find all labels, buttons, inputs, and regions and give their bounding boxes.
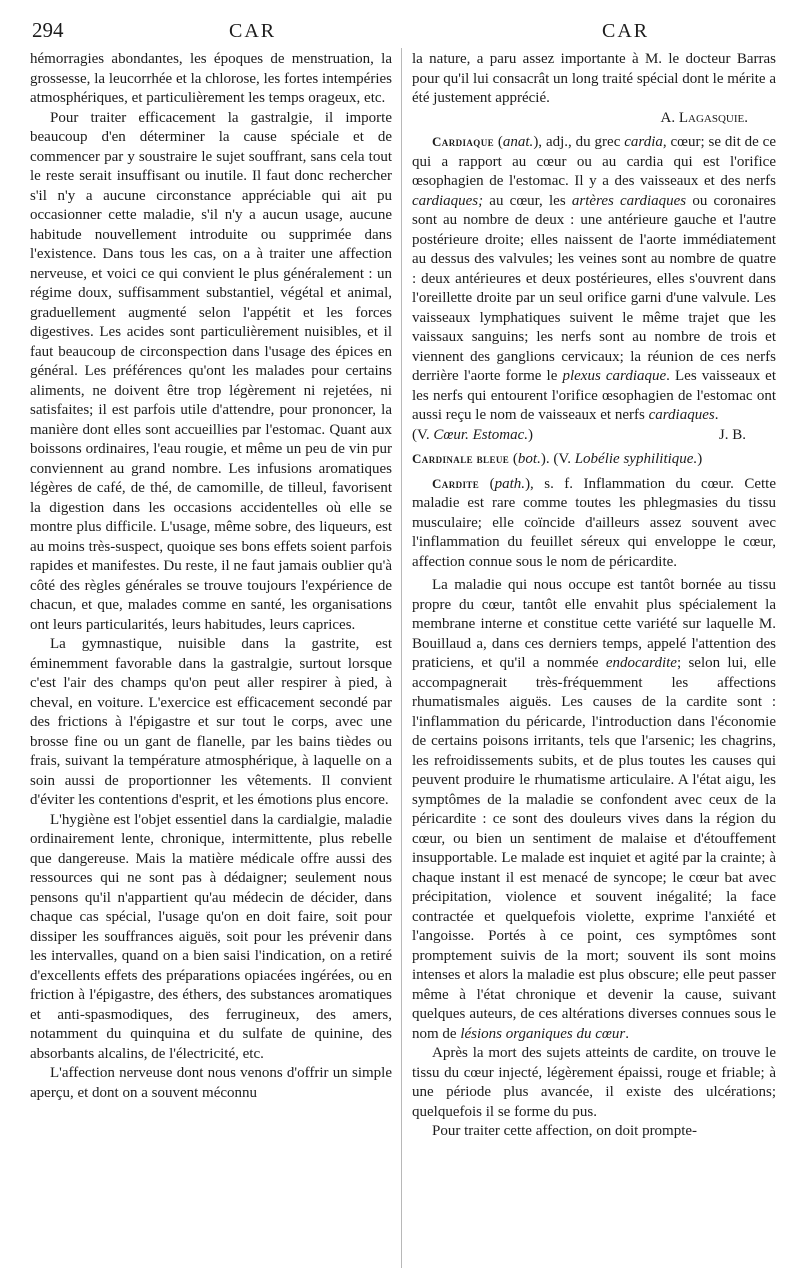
column-divider (401, 48, 402, 1268)
entry-italic: plexus cardiaque (562, 368, 667, 384)
entry-text: au cœur, les (483, 192, 572, 209)
entry-text: ). (V. (540, 451, 575, 467)
entry-italic: cardiaques; (412, 192, 484, 209)
paragraph-italic: lésions organiques du cœur (460, 1025, 626, 1042)
reference-text: (V. (412, 426, 434, 443)
entry-italic: Lobélie syphilitique. (574, 451, 698, 467)
running-head-left: CAR (229, 20, 277, 42)
entry-cardinale-bleue (412, 449, 776, 470)
entry-text: ), s. f. Inflammation du cœur. Cette maladie est rare comme toutes les phlegmasies du tissu musculaire; elle coïncide d'ailleurs assez souvent avec l'inflammation du feuillet séreux qui enveloppe le cœur, affection connue sous le nom de péricardite. (412, 475, 776, 570)
entry-term: Cardiaque (432, 134, 494, 149)
entry-italic: cardia (624, 134, 663, 150)
entry-cardiaque-reference (412, 426, 776, 446)
entry-cardite (412, 474, 776, 573)
entry-text: . (714, 407, 719, 423)
entry-italic: bot. (517, 451, 541, 467)
paragraph-gastralgie-causes: hémorragies abondantes, les époques de menstruation, la grossesse, la leucorrhée et la chlorose, les fortes intempéries atmosphériques, et particulièrement les temps orageux, etc. (30, 51, 392, 106)
right-column (412, 50, 776, 1142)
author-signature (412, 109, 776, 129)
entry-text: ( (494, 134, 503, 150)
entry-text: . Les vaisseaux et les nerfs qui entourent l'orifice œsophagien de l'estomac ont aussi reçu le nom de vaisseaux et nerfs (412, 368, 776, 423)
paragraph-cardite-autopsie: Après la mort des sujets atteints de cardite, on trouve le tissu du cœur injecté, légèrement épaissi, rouge et friable; à une période plus avancée, il existe des ulcérations; quelquefois il se forme du pus. (412, 1045, 776, 1120)
entry-italic: path. (494, 475, 526, 492)
running-head-right: CAR (602, 20, 650, 42)
paragraph-text: La maladie qui nous occupe est tantôt bornée au tissu propre du cœur, tantôt elle envahit plus spécialement la membrane interne et constitue cette variété sur laquelle M. Bouillaud a, dans ces derniers temps, appelé l'attention des praticiens, et qu'il a nommée (412, 577, 776, 671)
cross-reference (412, 426, 563, 446)
paragraph-cardite-symptomes (412, 576, 776, 1044)
entry-italic: cardiaques (648, 407, 715, 423)
reference-text: ) (528, 426, 533, 443)
entry-term: Cardinale bleue (412, 451, 510, 466)
entry-italic: anat. (502, 134, 534, 150)
entry-text: ) (697, 451, 703, 467)
entry-text: ou coronaires sont au nombre de deux : une antérieure gauche et l'autre postérieure droite; elles naissent de l'aorte immédiatement au dessus des valvules; les veines sont au nombre de quatre : deux antérieures et deux postérieures, elles s'ouvrent dans l'oreillette droite par un seul orifice garni d'une valvule. Les vaisseaux lymphatiques suivent le même trajet que les vaissaux sanguins; les nerfs sont au nombre de trois et viennent des ganglions cervicaux; la réunion de ces nerfs derrière l'aorte forme le (412, 192, 776, 384)
entry-text: ), adj., du grec (533, 134, 625, 150)
entry-cardiaque (412, 132, 776, 426)
paragraph-gymnastique: La gymnastique, nuisible dans la gastrite, est éminemment favorable dans la gastralgie, surtout lorsque c'est l'air des champs qu'on peut aller respirer à pied, à cheval, en voiture. L'exercice est efficacement secondé par des frictions à l'épigastre et sur tout le corps, avec une brosse fine ou un gant de flanelle, par les bains tièdes ou frais, suivant la température atmosphérique, à laquelle on a soin aussi de proportionner les vêtements. Il convient d'éviter les contentions d'esprit, et les émotions plus encore. (30, 636, 392, 808)
paragraph-hygiene-cardialgie: L'hygiène est l'objet essentiel dans la cardialgie, maladie ordinairement lente, chronique, intermittente, plus rebelle que dangereuse. Mais la matière médicale offre aussi des ressources qui ne sont pas à dédaigner; seulement nous pensons qu'il n'appartient qu'au médecin de décider, dans chaque cas spécial, l'usage qu'on en doit faire, soit pour dissiper les souffrances aiguës, soit pour les prévenir dans les intervalles, quand on a bien saisi l'indication, on a retiré d'excellents effets des préparations opiacées ingérées, ou en friction à l'épigastre, des éthers, des substances aromatiques et anti-spasmodiques, des ferrugineux, des amers, notamment du quinquina et du sulfate de quinine, des absorbants alcalins, de l'électricité, etc. (30, 811, 392, 1062)
paragraph-italic: endocardite (605, 655, 677, 671)
paragraph-gastralgie-traitement: Pour traiter efficacement la gastralgie, il importe beaucoup d'en déterminer la cause spéciale et de commencer par y soustraire le sujet souffrant, sans cela tout le reste serait insuffisant ou inutile. Il faut donc rechercher s'il n'y a aucune circonstance appréciable qui ait pu occasionner cette maladie, s'il n'y a aucun usage, aucune habitude nouvellement introduite ou supprimée dans l'existence. Dans tous les cas, on a à traiter une affection nerveuse, et voici ce qui convient le plus généralement : un régime doux, suffisamment substantiel, végétal et animal, graduellement augmenté selon l'appétit et les forces digestives. Les acides sont particulièrement nuisibles, et il faut beaucoup de circonspection dans l'usage des épices en général. Les préférences qu'ont les malades pour certains aliments, ne doivent être trop légèrement ni rejetées, ni satisfaites; il est parfois utile d'attendre, pour prononcer, la manière dont elles sont accueillies par l'estomac. Quant aux boissons ordinaires, l'eau rougie, et même un peu de vin pur conviennent au grand nombre. Les infusions aromatiques légères de café, de thé, de camomille, de tilleul, favorisent la digestion dans les occasions accidentelles où elle se montre plus difficile. L'usage, même sobre, des liqueurs, est au moins très-suspect, quoique ses bons effets soient parfois rapides et manifestes. Du reste, il ne faut jamais oublier qu'à côté des règles générales se trouve toujours l'expérience de chacun, et que, malades comme en santé, les organisations ont leurs particularités, leurs habitudes, leurs caprices. (30, 109, 392, 633)
paragraph-continuation: la nature, a paru assez importante à M. le docteur Barras pour qu'il lui consacrât un long traité spécial dont le mérite a été justement apprécié. (412, 51, 776, 106)
entry-text: ( (479, 475, 495, 492)
paragraph-cardite-traitement: Pour traiter cette affection, on doit prompte- (432, 1123, 698, 1139)
reference-italic: Cœur. Estomac. (433, 426, 528, 443)
entry-text: ( (509, 451, 518, 467)
left-column (30, 50, 392, 1103)
entry-term: Cardite (432, 475, 480, 491)
page-header (24, 14, 776, 48)
entry-text: , cœur; se dit de ce qui a rapport au cœur ou au cardia qui est l'orifice œsophagien de l'estomac. Il y a des vaisseaux et des nerfs (412, 134, 776, 189)
paragraph-affection-nerveuse: L'affection nerveuse dont nous venons d'offrir un simple aperçu, et dont on a souvent méconnu (30, 1065, 392, 1101)
paragraph-text: . (625, 1025, 629, 1042)
author-signature: J. B. (718, 426, 746, 443)
entry-italic: artères cardiaques (571, 192, 687, 209)
signature-text: A. Lagasquie. (660, 109, 748, 126)
page-number: 294 (32, 18, 64, 42)
paragraph-text: ; selon lui, elle accompagnerait très-fréquemment les affections rhumatismales aiguës. Les causes de la cardite sont : l'inflammation du péricarde, l'introduction dans l'économie de certains poisons irritants, tels que l'arsenic; les chagrins, les refroidissements subits, et de plus toutes les causes qui peuvent produire le rhumatisme articulaire. A l'état aigu, les symptômes de la maladie se confondent avec ceux de la péricardite : ce sont des douleurs vives dans la région du cœur, ou bien un sentiment de malaise et d'étouffement insupportable. Le malade est inquiet et agité par la crainte; à chaque instant il est menacé de syncope; le cœur bat avec précipitation, violence et souvent inégalité; la face contractée et quelquefois violette, exprime l'anxiété et l'angoisse. Portés à ce point, ces symptômes sont promptement suivis de la mort; souvent ils sont moins intenses et alors la maladie est plus obscure; elle peut passer même à l'état chronique et devenir la cause, suivant quelques auteurs, de ces altérations diverses connues sous le nom de (412, 655, 776, 1042)
